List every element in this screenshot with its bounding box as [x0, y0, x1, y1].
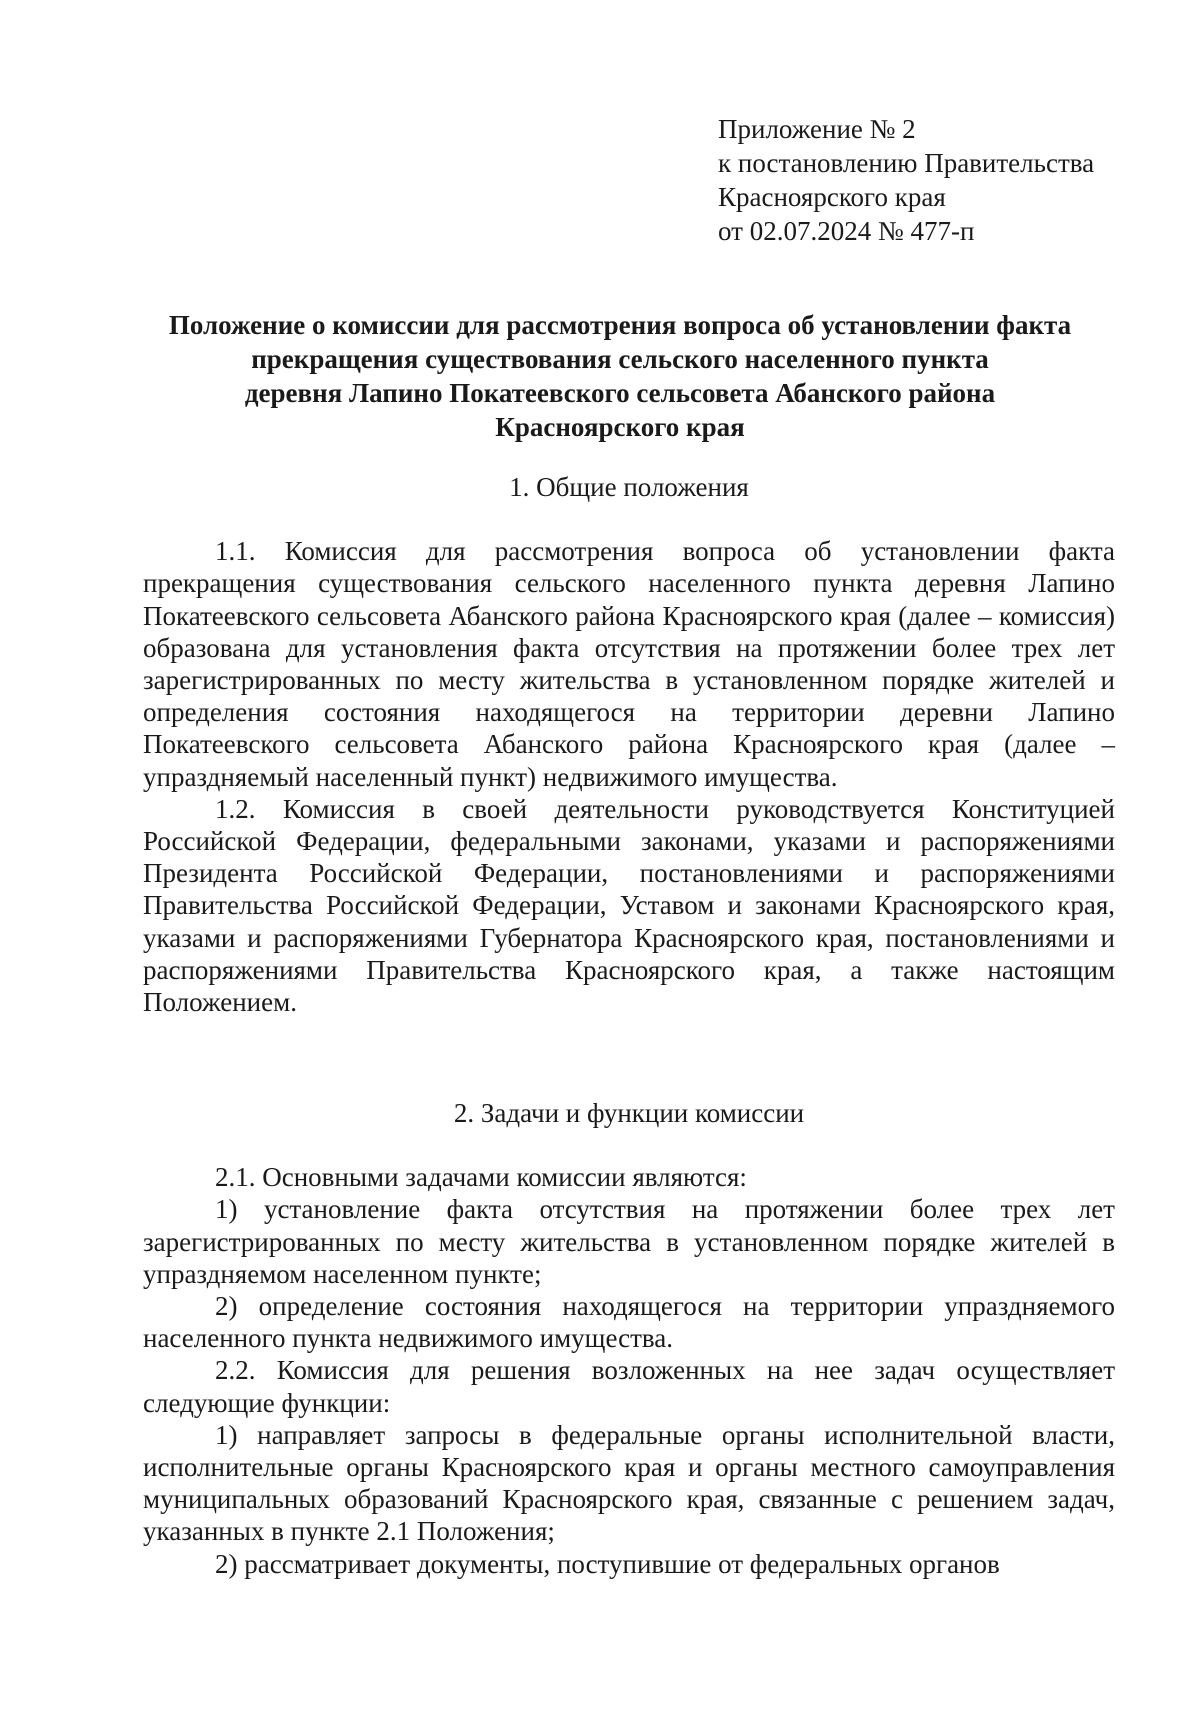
list-item: 2) определение состояния находящегося на территории упраздняемого населенного пункта недвижимого имущества.: [143, 1291, 1115, 1354]
section-tasks: [143, 1097, 1115, 1580]
section-heading: 2. Задачи и функции комиссии: [453, 1098, 805, 1128]
appendix-region: Красноярского края: [718, 182, 946, 212]
title-line: Положение о комиссии для рассмотрения вопроса об установлении факта: [168, 310, 1072, 340]
appendix-number: Приложение № 2: [718, 114, 916, 144]
appendix-decree-ref: к постановлению Правительства: [718, 148, 1095, 178]
appendix-date: от 02.07.2024 № 477-п: [718, 216, 975, 246]
paragraph-2-2: 2.2. Комиссия для решения возложенных на нее задач осуществляет следующие функции:: [143, 1355, 1115, 1418]
document-title: [120, 308, 1120, 444]
section-general: [143, 471, 1115, 1018]
title-line: деревня Лапино Покатеевского сельсовета Абанского района: [244, 378, 996, 408]
list-item: 1) направляет запросы в федеральные органы исполнительной власти, исполнительные органы Красноярского края и органы местного самоуправления муниципальных образований Красноярского края, связанные с решением задач, указанных в пункте 2.1 Положения;: [143, 1419, 1115, 1547]
title-line: Красноярского края: [495, 412, 745, 442]
paragraph-1-2: 1.2. Комиссия в своей деятельности руководствуется Конституцией Российской Федерации, федеральными законами, указами и распоряжениями Президента Российской Федерации, постановлениями и распоряжениями Правительства Российской Федерации, Уставом и законами Красноярского края, указами и распоряжениями Губернатора Красноярского края, постановлениями и распоряжениями Правительства Красноярского края, а также настоящим Положением.: [143, 793, 1115, 1018]
list-item: 1) установление факта отсутствия на протяжении более трех лет зарегистрированных по месту жительства в установленном порядке жителей в упраздняемом населенном пункте;: [143, 1194, 1115, 1289]
paragraph-1-1: 1.1. Комиссия для рассмотрения вопроса об установлении факта прекращения существования сельского населенного пункта деревня Лапино Покатеевского сельсовета Абанского района Красноярского края (далее – комиссия) образована для установления факта отсутствия на протяжении более трех лет зарегистрированных по месту жительства в установленном порядке жителей и определения состояния находящегося на территории деревни Лапино Покатеевского сельсовета Абанского района Красноярского края (далее – упраздняемый населенный пункт) недвижимого имущества.: [143, 536, 1115, 792]
title-line: прекращения существования сельского населенного пункта: [251, 344, 989, 374]
list-item: 2) рассматривает документы, поступившие от федеральных органов: [215, 1548, 1000, 1579]
paragraph-2-1: 2.1. Основными задачами комиссии являются:: [215, 1162, 747, 1193]
appendix-block: [718, 112, 1094, 248]
section-heading: 1. Общие положения: [509, 472, 749, 502]
